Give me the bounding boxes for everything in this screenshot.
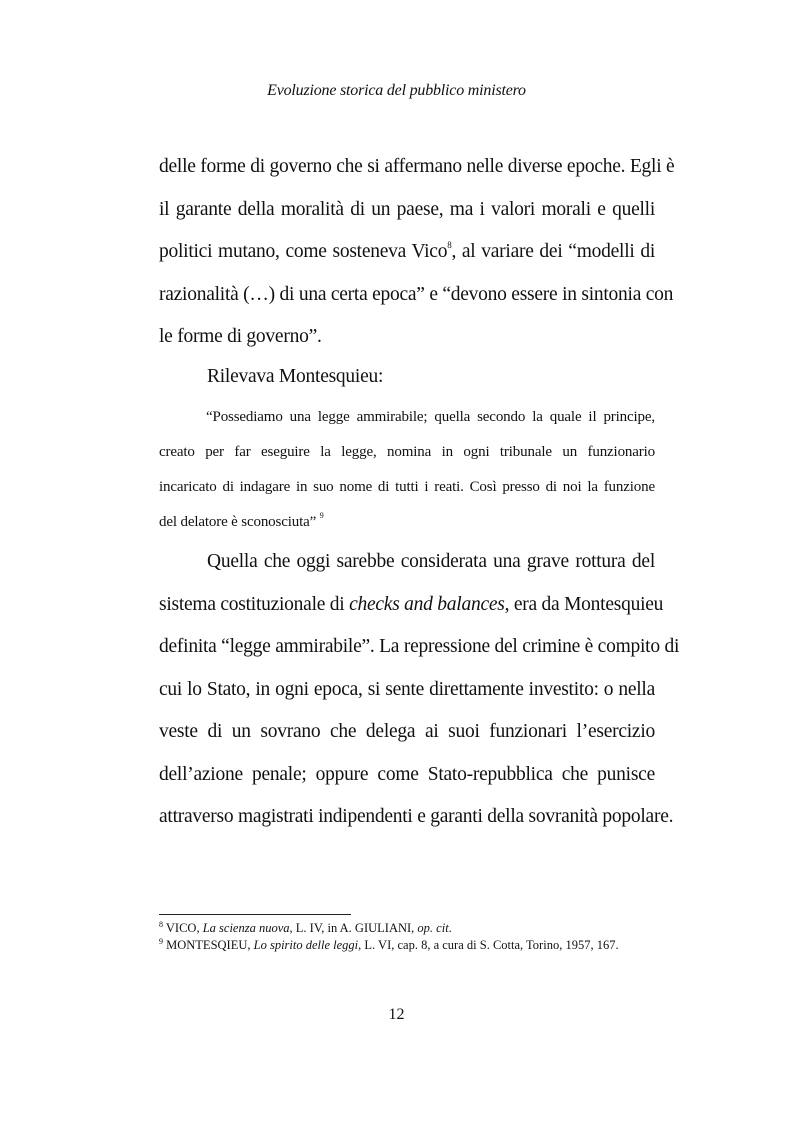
paragraph-1-line: razionalità (…) di una certa epoca” e “devono essere in sintonia con <box>159 283 674 305</box>
paragraph-2 <box>159 541 680 839</box>
paragraph-2-line: definita “legge ammirabile”. La repressione del crimine è compito di <box>159 636 680 657</box>
quote-line-text: del delatore è sconosciuta” <box>159 514 317 530</box>
footnotes <box>159 920 679 954</box>
footnote-9 <box>159 937 679 954</box>
paragraph-1-line: il garante della moralità di un paese, ma i valori morali e quelli <box>159 198 655 220</box>
footnote-divider <box>159 914 351 915</box>
page-number: 12 <box>388 1006 405 1023</box>
footnote-text: , L. VI, cap. 8, a cura di S. Cotta, Torino, 1957, 167. <box>358 938 619 952</box>
paragraph-2-line: Quella che oggi sarebbe considerata una grave rottura del <box>207 551 655 572</box>
paragraph-1-line <box>159 231 655 274</box>
block-quote <box>159 400 655 540</box>
quote-line: creato per far eseguire la legge, nomina in ogni tribunale un funzionario <box>159 444 655 460</box>
lead-in <box>159 356 655 399</box>
paragraph-2-line-text: sistema costituzionale di <box>159 593 350 615</box>
footnote-ref-9[interactable]: 9 <box>319 511 324 520</box>
footnote-title: Lo spirito delle leggi <box>253 938 359 952</box>
footnote-author: VICO, <box>165 921 203 935</box>
paragraph-2-line: dell’azione penale; oppure come Stato-repubblica che punisce <box>159 763 655 785</box>
paragraph-2-line: veste di un sovrano che delega ai suoi funzionari l’esercizio <box>159 721 655 742</box>
footnote-ref-8[interactable]: 8 <box>447 240 452 250</box>
paragraph-2-line-text: , era da Montesquieu <box>504 593 664 615</box>
footnote-8 <box>159 920 679 937</box>
footnote-number: 8 <box>159 920 163 929</box>
footnote-author: MONTESQIEU, <box>166 938 254 952</box>
footnote-number: 9 <box>159 937 163 946</box>
quote-line: “Possediamo una legge ammirabile; quella secondo la quale il principe, <box>206 409 655 425</box>
paragraph-1-line: delle forme di governo che si affermano nelle diverse epoche. Egli è <box>159 156 675 177</box>
footnote-ref-text: op. cit <box>417 921 449 935</box>
paragraph-2-line <box>159 584 664 627</box>
paragraph-1 <box>159 146 675 359</box>
paragraph-1-line-text: , al variare dei “modelli di <box>451 241 655 262</box>
footnote-text: , L. IV, in A. GIULIANI, <box>289 921 418 935</box>
quote-line <box>159 505 655 540</box>
lead-in-line: Rilevava Montesquieu: <box>207 366 384 387</box>
paragraph-1-line-text: politici mutano, come sosteneva Vico <box>159 241 448 262</box>
footnote-title: La scienza nuova <box>202 921 290 935</box>
running-header: Evoluzione storica del pubblico ministero <box>267 82 526 99</box>
footnote-text: . <box>448 921 452 935</box>
italic-term: checks and balances <box>349 593 505 615</box>
paragraph-2-line: cui lo Stato, in ogni epoca, si sente direttamente investito: o nella <box>159 678 655 700</box>
paragraph-1-line: le forme di governo”. <box>159 326 322 347</box>
paragraph-2-line: attraverso magistrati indipendenti e garanti della sovranità popolare. <box>159 806 674 827</box>
quote-line: incaricato di indagare in suo nome di tutti i reati. Così presso di noi la funzione <box>159 479 655 495</box>
